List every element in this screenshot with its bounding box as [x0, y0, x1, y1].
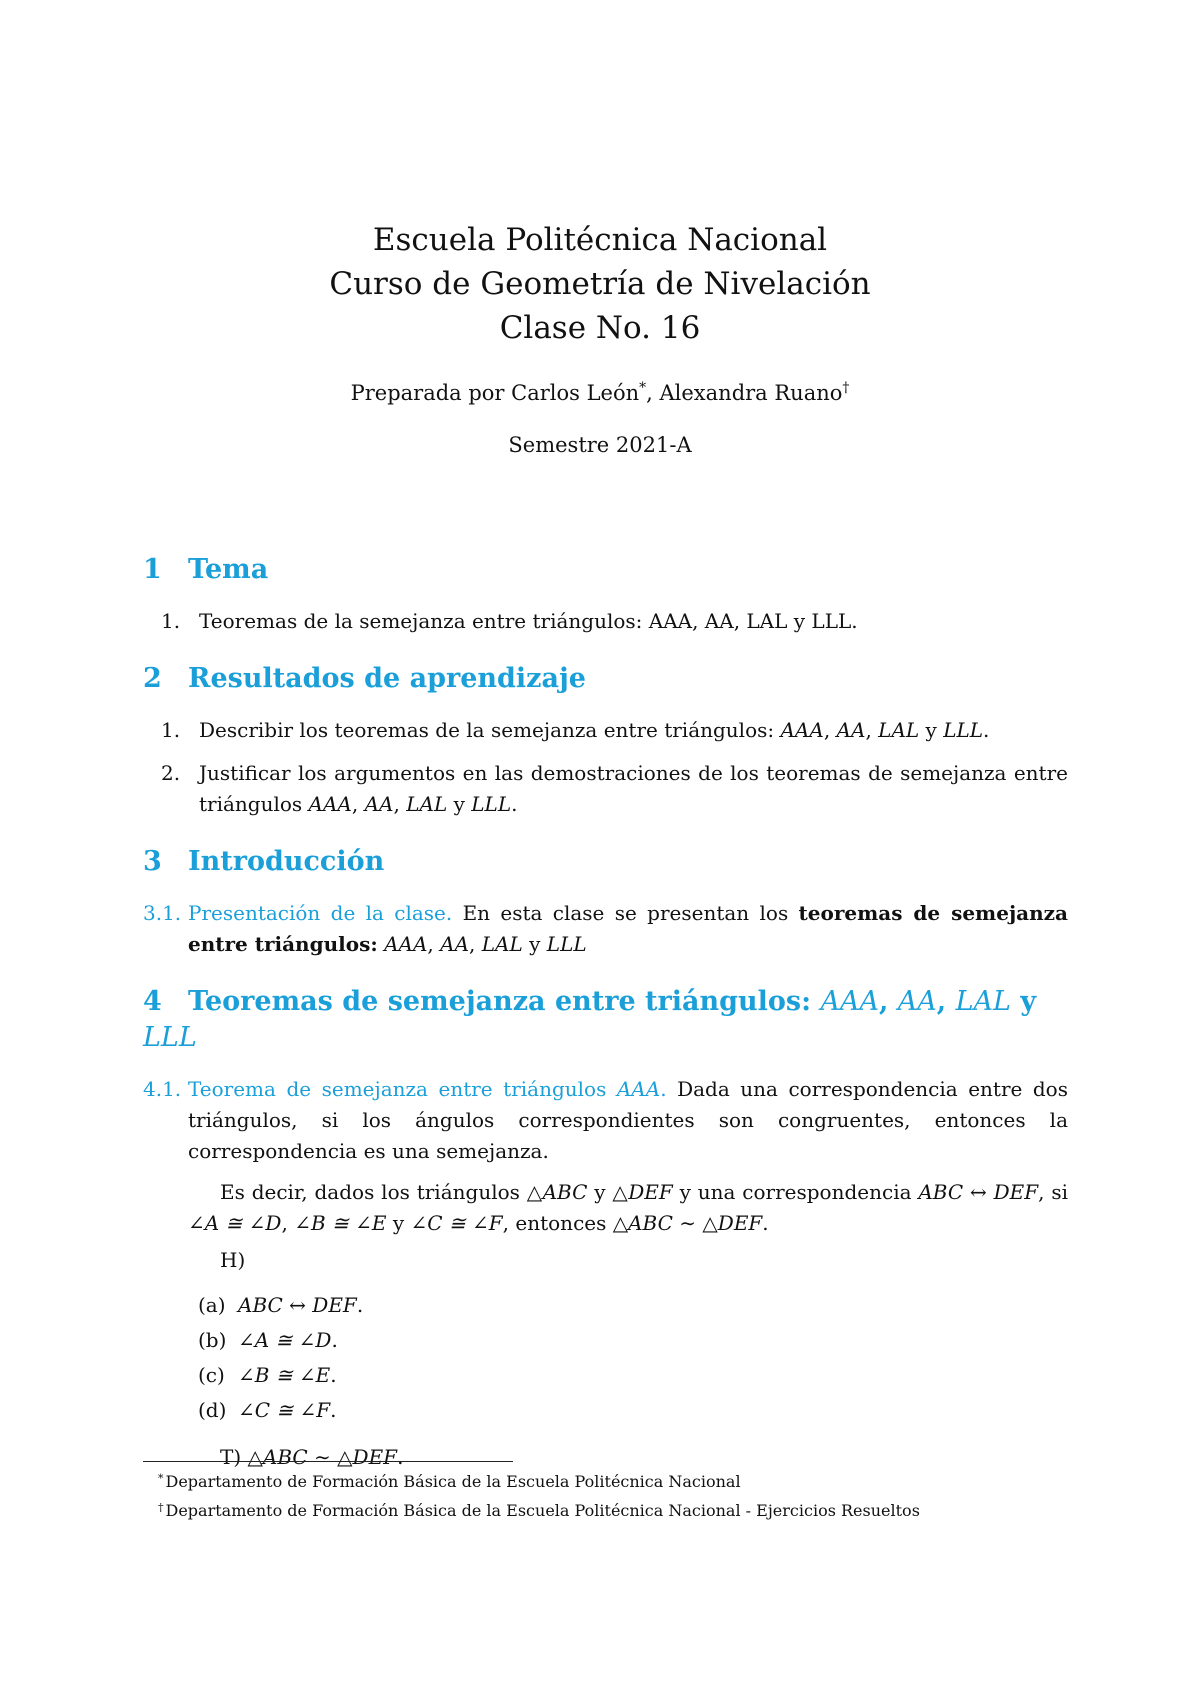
- enum-label: (d): [198, 1398, 227, 1422]
- text-run: .: [331, 1328, 338, 1352]
- text-run: Describir los teoremas de la semejanza entre triángulos:: [199, 718, 781, 742]
- text-run: Justificar los argumentos en las demostraciones de los teoremas de semejanza entre triángulos: [199, 761, 1068, 816]
- math-run: LLL: [471, 792, 512, 816]
- author-mark-1: *: [639, 380, 647, 396]
- enum-label: (a): [198, 1293, 226, 1317]
- math-run: AA: [897, 986, 937, 1017]
- footnote: [158, 1495, 1098, 1524]
- enum-label: (b): [198, 1328, 227, 1352]
- section-resultados: [143, 661, 1068, 820]
- section-introduccion: [143, 844, 1068, 960]
- text-run: y una correspondencia: [672, 1180, 919, 1204]
- footnote-mark: †: [158, 1501, 164, 1514]
- text-run: ,: [351, 792, 365, 816]
- hypothesis-item: [198, 1288, 1068, 1323]
- text-run: .: [356, 1293, 364, 1317]
- authors-sep: , Alexandra Ruano: [646, 381, 843, 405]
- authors-line: [0, 378, 1200, 408]
- section-number: 1: [143, 554, 162, 585]
- text-run: .: [330, 1363, 337, 1387]
- math-run: ABC ↔ DEF: [238, 1293, 357, 1317]
- bold-run: teoremas de semejanza entre triángulos:: [188, 901, 1068, 956]
- math-run: LLL: [546, 932, 587, 956]
- math-run: ∠C ≅ ∠F: [238, 1398, 331, 1422]
- item-number: 2.: [161, 761, 181, 785]
- footnote-rule: [143, 1461, 513, 1462]
- text-run: , entonces: [502, 1211, 613, 1235]
- text-run: ,: [469, 932, 482, 956]
- math-run: ∠A ≅ ∠D: [188, 1211, 282, 1235]
- title-block: [0, 218, 1200, 460]
- text-run: y: [1010, 986, 1037, 1017]
- subsection-title: Presentación de la clase.: [188, 901, 453, 925]
- text-run: y: [919, 718, 944, 742]
- section-number: 2: [143, 663, 162, 694]
- semester: Semestre 2021-A: [508, 433, 692, 457]
- math-run: ∠A ≅ ∠D: [238, 1328, 332, 1352]
- text-run: En esta clase se presentan los: [452, 901, 799, 925]
- text-run: ,: [823, 718, 837, 742]
- section-heading: [143, 844, 1068, 880]
- math-run: AAA: [780, 718, 824, 742]
- math-run: △ABC ∼ △DEF: [612, 1211, 763, 1235]
- list-item: [143, 606, 1068, 637]
- text-run: .: [330, 1398, 337, 1422]
- math-run: LLL: [143, 1022, 197, 1053]
- section-title: Resultados de aprendizaje: [188, 663, 586, 694]
- math-run: AA: [440, 932, 470, 956]
- footnote-text: Departamento de Formación Básica de la Escuela Politécnica Nacional: [165, 1472, 741, 1491]
- class-number: Clase No. 16: [499, 310, 701, 346]
- institution-title: Escuela Politécnica Nacional: [372, 222, 828, 258]
- math-run: LLL: [943, 718, 984, 742]
- theorem-explanation: [188, 1177, 1068, 1239]
- subsection-title: Teorema de semejanza entre triángulos: [188, 1077, 617, 1101]
- item-text: [199, 715, 1068, 746]
- text-run: .: [511, 792, 518, 816]
- enum-label: (c): [198, 1363, 225, 1387]
- text-run: ,: [427, 932, 441, 956]
- footnote-text: Departamento de Formación Básica de la Escuela Politécnica Nacional - Ejercicios Resueltos: [165, 1501, 920, 1520]
- author-mark-2: †: [842, 380, 850, 396]
- text-run: ,: [865, 718, 879, 742]
- list-item: [143, 758, 1068, 820]
- section-title: Teoremas de semejanza entre triángulos:: [188, 986, 821, 1017]
- math-run: △DEF: [612, 1180, 673, 1204]
- math-run: ∠C ≅ ∠F: [410, 1211, 503, 1235]
- thesis-label: T): [220, 1445, 248, 1469]
- text-run: ,: [936, 986, 956, 1017]
- footnote-mark: *: [158, 1472, 164, 1485]
- footnotes: [158, 1466, 1098, 1524]
- math-run: ∠B ≅ ∠E: [294, 1211, 387, 1235]
- section-number: 3: [143, 846, 162, 877]
- math-run: ∠B ≅ ∠E: [238, 1363, 331, 1387]
- hypothesis-item: [198, 1358, 1068, 1393]
- math-run: AAA: [308, 792, 352, 816]
- item-number: 1.: [161, 609, 181, 633]
- math-run: △ABC ∼ △DEF: [247, 1445, 398, 1469]
- section-number: 4: [143, 986, 162, 1017]
- subsection-title-math: AAA: [616, 1077, 661, 1101]
- subsection-number: 3.1.: [143, 901, 182, 925]
- subsection: [143, 1074, 1068, 1167]
- text-run: y: [386, 1211, 411, 1235]
- section-title: Tema: [188, 554, 269, 585]
- text-run: y: [587, 1180, 613, 1204]
- text-run: ,: [393, 792, 407, 816]
- text-run: y: [447, 792, 472, 816]
- text-run: ,: [281, 1211, 295, 1235]
- section-heading: [143, 661, 1068, 697]
- hypothesis-label: H): [220, 1248, 246, 1272]
- text-run: ,: [878, 986, 898, 1017]
- section-teoremas: [143, 984, 1068, 1473]
- math-run: LAL: [955, 986, 1011, 1017]
- authors-prefix: Preparada por Carlos León: [350, 381, 640, 405]
- list-item: [143, 715, 1068, 746]
- math-run: AA: [836, 718, 866, 742]
- course-title: Curso de Geometría de Nivelación: [329, 266, 871, 302]
- section-heading: [143, 552, 1068, 588]
- section-title: Introducción: [188, 846, 385, 877]
- text-run: .: [983, 718, 990, 742]
- theorem-statement: Dada una correspondencia entre dos triángulos, si los ángulos correspondientes son congruentes, entonces la correspondencia es una semejanza.: [188, 1077, 1068, 1163]
- hypothesis-item: [198, 1393, 1068, 1428]
- math-run: LAL: [406, 792, 448, 816]
- math-run: LAL: [481, 932, 523, 956]
- math-run: AAA: [820, 986, 879, 1017]
- math-run: AAA: [384, 932, 428, 956]
- subsection-title-end: .: [660, 1077, 667, 1101]
- math-run: ABC ↔ DEF: [918, 1180, 1039, 1204]
- math-run: LAL: [878, 718, 920, 742]
- text-run: , si: [1038, 1180, 1068, 1204]
- section-tema: [143, 552, 1068, 637]
- item-text: Teoremas de la semejanza entre triángulos: AAA, AA, LAL y LLL.: [199, 609, 858, 633]
- hypothesis-item: [198, 1323, 1068, 1358]
- item-text: [199, 758, 1068, 820]
- hypothesis-list: [198, 1288, 1068, 1428]
- main-content: [143, 552, 1068, 1497]
- text-run: y: [522, 932, 547, 956]
- text-run: Es decir, dados los triángulos: [220, 1180, 527, 1204]
- subsection-body: [188, 898, 1068, 960]
- math-run: AA: [364, 792, 394, 816]
- section-heading: [143, 984, 1068, 1056]
- footnote: [158, 1466, 1098, 1495]
- text-run: .: [762, 1211, 769, 1235]
- subsection-number: 4.1.: [143, 1077, 182, 1101]
- item-number: 1.: [161, 718, 181, 742]
- subsection: [143, 898, 1068, 960]
- math-run: △ABC: [526, 1180, 588, 1204]
- text-run: .: [397, 1445, 404, 1469]
- subsection-body: [188, 1074, 1068, 1167]
